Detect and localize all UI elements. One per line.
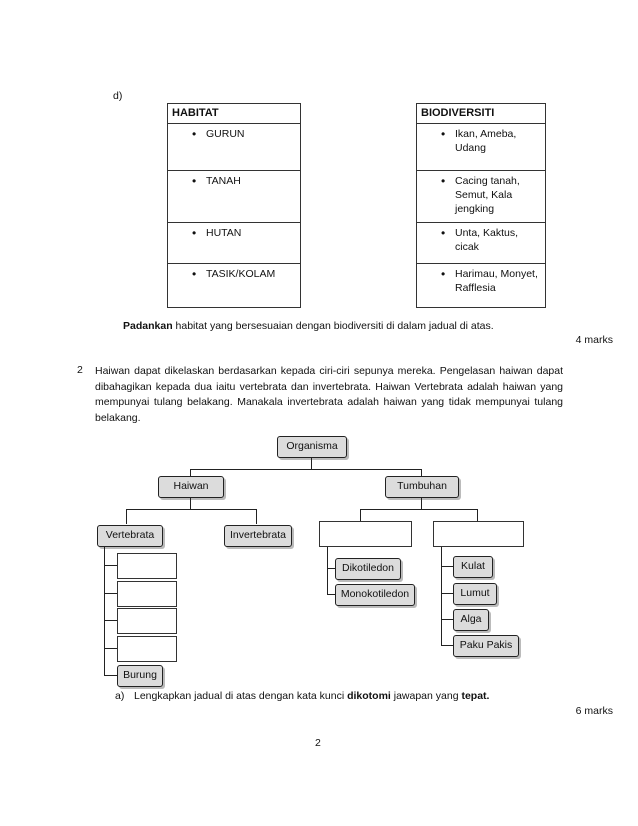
biodiversity-item: • Unta, Kaktus, cicak [421, 226, 541, 254]
node-haiwan: Haiwan [158, 476, 224, 498]
habitat-item: • TASIK/KOLAM [172, 267, 296, 281]
node-invertebrata: Invertebrata [224, 525, 292, 547]
part-a-keyword: dikotomi [347, 690, 391, 702]
marks-a: 6 marks [575, 705, 613, 717]
part-a-text-2: jawapan yang [390, 690, 462, 702]
node-lumut: Lumut [453, 583, 497, 605]
part-a-text-1: Lengkapkan jadual di atas dengan kata kunci [134, 690, 348, 702]
blank-box-vertebrata-3 [117, 608, 177, 634]
instruction-text: habitat yang bersesuaian dengan biodiversiti di dalam jadual di atas. [172, 320, 494, 332]
biodiversity-item: • Harimau, Monyet, Rafflesia [421, 267, 541, 295]
habitat-item: • TANAH [172, 174, 296, 188]
page-number: 2 [315, 737, 321, 749]
node-alga: Alga [453, 609, 489, 631]
node-vertebrata: Vertebrata [97, 525, 163, 547]
instruction-keyword: Padankan [123, 320, 173, 332]
node-tumbuhan: Tumbuhan [385, 476, 459, 498]
habitat-item: • HUTAN [172, 226, 296, 240]
instruction-d [123, 320, 494, 332]
part-a-instruction [134, 690, 489, 702]
blank-box-vertebrata-4 [117, 636, 177, 662]
node-organisma: Organisma [277, 436, 347, 458]
biodiversity-item: • Ikan, Ameba, Udang [421, 127, 541, 155]
question-text: Haiwan dapat dikelaskan berdasarkan kepada ciri-ciri sepunya mereka. Pengelasan haiwan dapat dibahagikan kepada dua iaitu vertebrata dan invertebrata. Haiwan Vertebrata adalah haiwan yang mempunyai tulang belakang. Manakala invertebrata adalah haiwan yang tidak mempunyai tulang belakang. [95, 365, 563, 424]
part-a-label: a) [115, 690, 125, 702]
section-d-label: d) [113, 90, 123, 102]
blank-box-tumbuhan-left [319, 521, 412, 547]
node-monokotiledon: Monokotiledon [335, 584, 415, 606]
marks-d: 4 marks [575, 334, 613, 346]
blank-box-tumbuhan-right [433, 521, 524, 547]
blank-box-vertebrata-1 [117, 553, 177, 579]
node-burung: Burung [117, 665, 163, 687]
question-number: 2 [77, 364, 83, 376]
blank-box-vertebrata-2 [117, 581, 177, 607]
biodiversity-table [416, 103, 546, 308]
habitat-header: HABITAT [168, 104, 301, 124]
node-paku-pakis: Paku Pakis [453, 635, 519, 657]
biodiversity-header: BIODIVERSITI [417, 104, 546, 124]
node-dikotiledon: Dikotiledon [335, 558, 401, 580]
biodiversity-item: • Cacing tanah, Semut, Kala jengking [421, 174, 541, 216]
node-kulat: Kulat [453, 556, 493, 578]
habitat-table [167, 103, 301, 308]
habitat-item: • GURUN [172, 127, 296, 141]
part-a-keyword-2: tepat. [461, 690, 490, 702]
